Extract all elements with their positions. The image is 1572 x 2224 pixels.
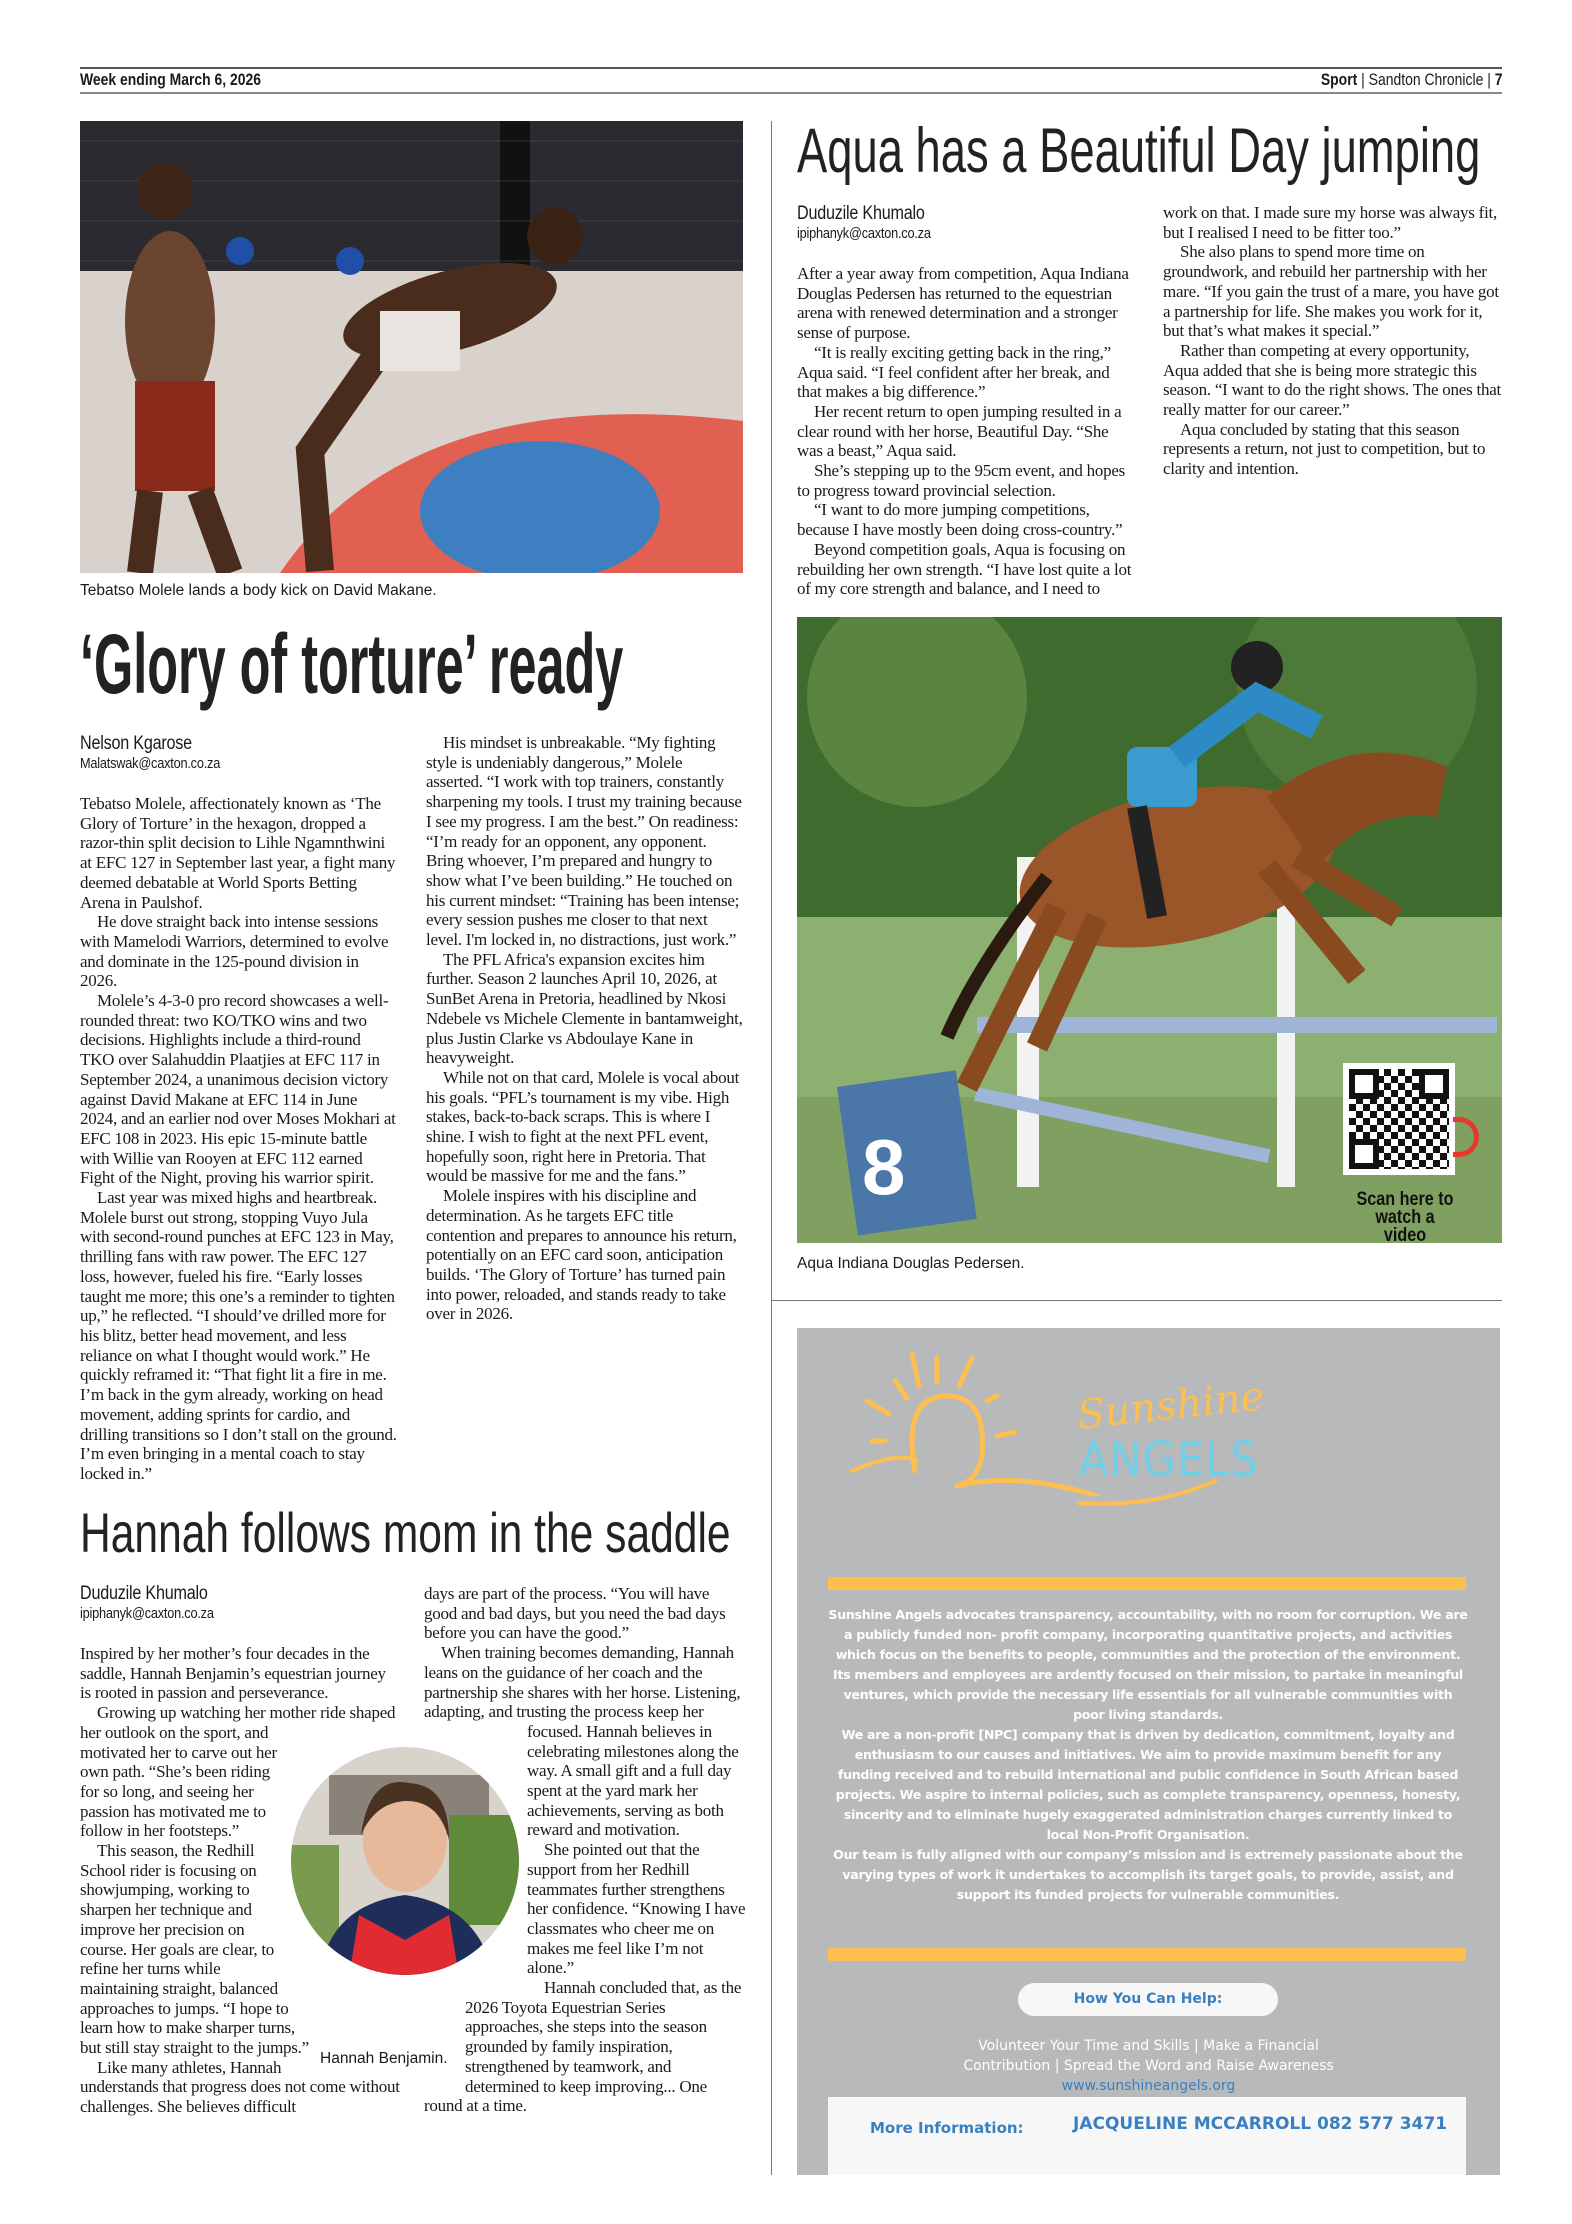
article-paragraph: Growing up watching her mother ride shaped her outlook on the sport, and motivated her to carve out her own path. “She’s been riding for so long, and seeing her passion has motivated me to follow in her footsteps.” [80,1703,396,1841]
article-paragraph: days are part of the process. “You will have good and bad days, but you need the bad days before you can have the good.” [424,1584,726,1643]
ad-paragraph: Sunshine Angels advocates transparency, accountability, with no room for corruption. We are a publicly funded non- profit company, incorporating quantitative projects, and activities which focus on the benefits to people, communities and the protection of the environment. [828,1607,1468,1662]
column-divider [771,1300,772,2175]
page-number: 7 [1494,70,1502,89]
mma-photo [80,121,743,573]
help-line: Contribution | Spread the Word and Raise Awareness [963,2058,1334,2074]
glory-byline [80,733,397,773]
yellow-divider [828,1948,1466,1961]
horse-photo [797,617,1502,1243]
qr-code[interactable] [1343,1063,1455,1175]
article-paragraph: This season, the Redhill School rider is focusing on showjumping, working to sharpen her technique and improve her precision on course. Her goals are clear, to refine her turns while maintaining straight, balanced approaches to jumps. “I hope to learn how to make sharper turns, but still stay straight to the jumps.” [80,1841,309,2058]
paper-name: Sandton Chronicle [1368,70,1483,89]
column-divider [771,121,772,1301]
article-paragraph: Molele inspires with his discipline and determination. As he targets EFC title contention and prepares to announce his return, potentially on an EFC card soon, anticipation builds. ‘The Glory of Torture’ has turned pain into power, reloaded, and stands ready to take over in 2026. [426,1186,737,1324]
aqua-article [797,203,1502,603]
qr-caption: Scan here to watch a video [1356,1189,1454,1243]
horse-photo-caption: Aqua Indiana Douglas Pedersen. [797,1255,1025,1272]
article-paragraph: Her recent return to open jumping resulted in a clear round with her horse, Beautiful Day. “She was a beast,” Aqua said. [797,401,1122,461]
hannah-photo-caption: Hannah Benjamin. [320,2050,448,2067]
hannah-photo [289,1745,521,1977]
article-paragraph: While not on that card, Molele is vocal about his goals. “PFL’s tournament is my vibe. High stakes, back-to-back scraps. This is where I shine. I wish to fight at the next PFL event, hopefully soon, right here in Pretoria. That would be massive for me and the fans.” [426,1067,740,1186]
article-paragraph: Inspired by her mother’s four decades in the saddle, Hannah Benjamin’s equestrian journey is rooted in passion and perseverance. [80,1644,386,1703]
ad-paragraph: Its members and employees are ardently focused on their mission, to partake in meaningful ventures, which provide the necessary life essentials for all vulnerable communities with poor living standards. [833,1667,1463,1722]
author-name: Nelson Kgarose [80,733,192,754]
logo-script: Sunshine [1075,1373,1267,1439]
ad-paragraph: Our team is fully aligned with our company’s mission and is extremely passionate about the varying types of work it undertakes to accomplish its target goals, to provide, assist, and support its funded projects for vulnerable communities. [833,1847,1463,1902]
logo-caps: ANGELS [1079,1432,1259,1488]
author-name: Duduzile Khumalo [797,203,925,224]
article-paragraph: The PFL Africa's expansion excites him further. Season 2 launches April 10, 2026, at SunBet Arena in Pretoria, headlined by Nkosi Ndebele vs Michele Clemente in bantamweight, plus Justin Clarke vs Abdoulaye Kane in heavyweight. [426,949,743,1068]
page-label: Sport | Sandton Chronicle | 7 [1320,70,1502,89]
article-paragraph: “I want to do more jumping competitions, because I have mostly been doing cross-country.” [797,500,1123,540]
article-paragraph: After a year away from competition, Aqua Indiana Douglas Pedersen has returned to the equestrian arena with renewed determination and a stronger sense of purpose. [797,264,1129,343]
glory-headline: ‘Glory of torture’ ready [80,617,624,711]
help-options [797,2036,1500,2096]
article-paragraph: Rather than competing at every opportunity, Aqua added that she is being more strategic this season. “I want to do the right shows. The ones that really matter for our career.” [1163,340,1501,420]
jump-number: 8 [862,1123,906,1211]
article-paragraph: When training becomes demanding, Hannah leans on the guidance of her coach and the partnership she shares with her horse. Listening, adapting, and trusting the process keep her focused. Hannah believes in celebrating milestones along the way. A small gift and a full day spent at the yard mark her achievements, serving as both reward and motivation. [424,1643,741,1840]
issue-date: Week ending March 6, 2026 [80,70,262,89]
aqua-headline: Aqua has a Beautiful Day jumping [797,116,1481,186]
ad-paragraph: We are a non-profit [NPC] company that is driven by dedication, commitment, loyalty and enthusiasm to our causes and initiatives. We aim to provide maximum benefit for any funding received and to rebuild international and public confidence in South African based projects. We aspire to internal policies, such as complete transparency, openness, honesty, sincerity and to eliminate hugely exaggerated administration charges currently linked to local Non-Profit Organisation. [835,1727,1461,1842]
author-email[interactable]: Malatswak@caxton.co.za [80,755,221,772]
author-email[interactable]: ipiphanyk@caxton.co.za [80,1605,214,1622]
article-paragraph: He dove straight back into intense sessions with Mamelodi Warriors, determined to evolve and dominate in the 125-pound division in 2026. [80,912,389,991]
hannah-headline: Hannah follows mom in the saddle [80,1501,731,1564]
article-paragraph: She’s stepping up to the 95cm event, and hopes to progress toward provincial selection. [797,461,1125,500]
header-bottom-rule [80,92,1502,94]
sunshine-angels-ad [797,1328,1500,2175]
header-top-rule [80,67,1502,69]
glory-article [80,733,743,1485]
author-name: Duduzile Khumalo [80,1583,208,1604]
help-line: Volunteer Your Time and Skills | Make a Financial [978,2038,1319,2054]
how-you-can-help-pill: How You Can Help: [1018,1983,1278,2016]
section-name: Sport [1320,70,1357,89]
article-paragraph: Tebatso Molele, affectionately known as ‘The Glory of Torture’ in the hexagon, dropped a razor-thin split decision to Lihle Ngamnthwini at EFC 127 in September last year, a fight many deemed debatable at World Sports Betting Arena in Paulshof. [80,794,396,912]
contact-details[interactable]: JACQUELINE MCCARROLL 082 577 3471 [1073,2114,1448,2134]
article-paragraph: Molele’s 4-3-0 pro record showcases a well-rounded threat: two KO/TKO wins and two decisions. Highlights include a third-round TKO over Salahuddin Plaatjies at EFC 117 in September 2024, a unanimous decision victory against David Makane at EFC 114 in June 2024, and an earlier nod over Moses Mokhari at EFC 108 in 2023. His epic 15-minute battle with Willie van Rooyen at EFC 112 earned Fight of the Night, proving his warrior spirit. [80,991,396,1188]
article-paragraph: His mindset is unbreakable. “My fighting style is undeniably dangerous,” Molele asserted. “I work with top trainers, constantly sharpening my tools. I trust my training because I see my progress. I am the best.” On readiness: “I’m ready for an opponent, any opponent. Bring whoever, I’m prepared and hungry to show what I’ve been building.” He touched on his current mindset: “Training has been intense; every session pushes me closer to that next level. I'm locked in, no distractions, just work.” [426,733,742,950]
yellow-divider [828,1577,1466,1590]
article-paragraph: “It is really exciting getting back in the ring,” Aqua said. “I feel confident after her break, and that makes a big difference.” [797,342,1111,402]
article-paragraph: Hannah concluded that, as the 2026 Toyota Equestrian Series approaches, she steps into the season grounded by family inspiration, strengthened by teamwork, and determined to keep improving... One round at a time. [424,1978,742,2116]
ad-description [828,1605,1468,1905]
contact-box [828,2097,1466,2175]
more-info-label: More Information: [870,2119,1024,2137]
logo-swoosh [1077,1478,1227,1508]
article-paragraph: Beyond competition goals, Aqua is focusing on rebuilding her own strength. “I have lost quite a lot of my core strength and balance, and I need to work on that. I made sure my horse was always fit, but I realised I need to be fitter too.” [797,203,1498,599]
mma-photo-caption: Tebatso Molele lands a body kick on David Makane. [80,582,437,599]
author-email[interactable]: ipiphanyk@caxton.co.za [797,225,931,242]
article-paragraph: She also plans to spend more time on groundwork, and rebuild her partnership with her mare. “If you gain the trust of a mare, you have got a partnership for life. She makes you work for it, but that’s what makes it special.” [1163,242,1499,341]
article-paragraph: She pointed out that the support from her Redhill teammates further strengthens her confidence. “Knowing I have classmates who cheer me on makes me feel like I’m not alone.” [527,1840,746,1978]
article-paragraph: Aqua concluded by stating that this season represents a return, not just to competition, but to clarity and intention. [1163,419,1486,479]
article-paragraph: Last year was mixed highs and heartbreak. Molele burst out strong, stopping Vuyo Jula with second-round punches at EFC 123 in May, thrilling fans with raw power. The EFC 127 loss, however, fueled his fire. “Early losses taught me more; this one’s a reminder to tighten up,” he reflected. “I should’ve drilled more for his blitz, better head movement, and less reliance on what I thought would work.” He quickly reframed it: “That fight lit a fire in me. I’m back in the gym already, working on head movement, adding sprints for cardio, and drilling transitions so I don’t stall on the ground. I’m even bringing in a mental coach to stay locked in.” [80,1188,397,1483]
website-link[interactable]: www.sunshineangels.org [1061,2078,1236,2094]
article-paragraph: Like many athletes, Hannah understands that progress does not come without challenges. She believes difficult [80,2057,400,2117]
section-rule [771,1300,1502,1301]
